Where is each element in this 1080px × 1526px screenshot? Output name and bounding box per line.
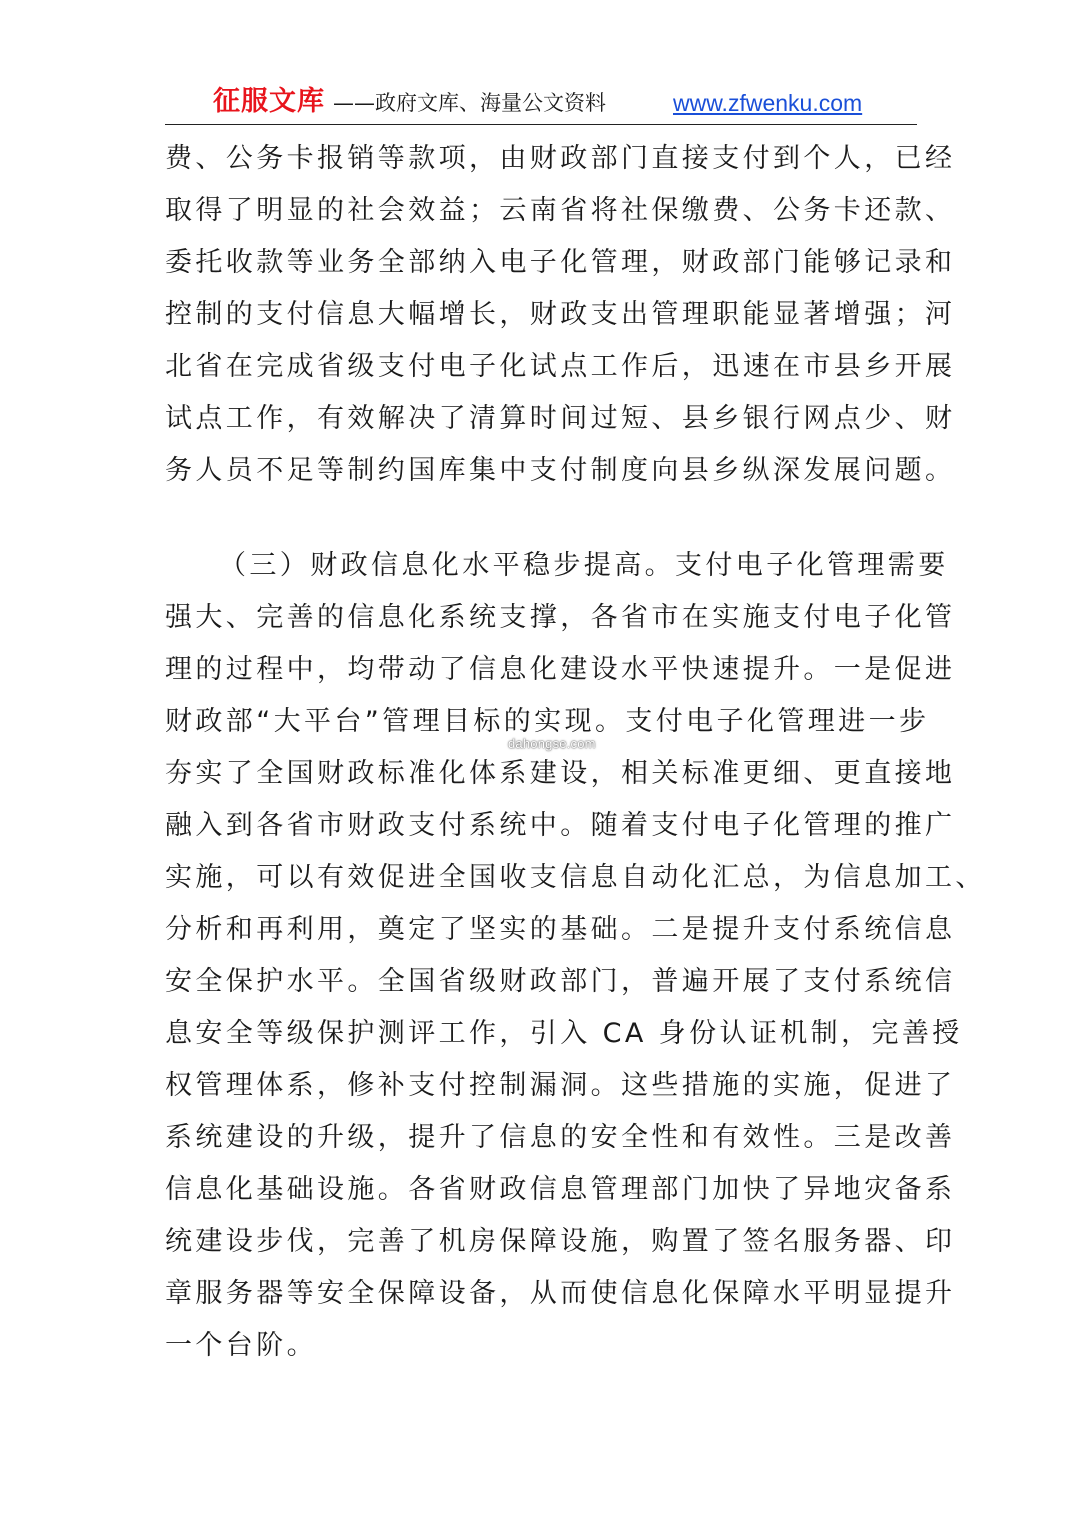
text-line: 融入到各省市财政支付系统中。随着支付电子化管理的推广 <box>165 810 956 841</box>
paragraph-1 <box>165 133 956 497</box>
text-line: 夯实了全国财政标准化体系建设，相关标准更细、更直接地 <box>165 758 956 789</box>
text-line: 强大、完善的信息化系统支撑，各省市在实施支付电子化管 <box>165 602 956 633</box>
text-line: 财政部“大平台”管理目标的实现。支付电子化管理进一步 <box>165 706 930 737</box>
text-line: 控制的支付信息大幅增长，财政支出管理职能显著增强；河 <box>165 299 956 330</box>
header-divider <box>165 124 917 125</box>
paragraph-2 <box>165 540 986 1372</box>
text-line: 委托收款等业务全部纳入电子化管理，财政部门能够记录和 <box>165 247 956 278</box>
text-line: 分析和再利用，奠定了坚实的基础。二是提升支付系统信息 <box>165 914 956 945</box>
text-line: （三）财政信息化水平稳步提高。支付电子化管理需要 <box>219 550 949 581</box>
text-line: 统建设步伐，完善了机房保障设施，购置了签名服务器、印 <box>165 1226 956 1257</box>
brand-logo-text: 征服文库 <box>213 86 325 117</box>
text-line: 理的过程中，均带动了信息化建设水平快速提升。一是促进 <box>165 654 956 685</box>
text-line: 费、公务卡报销等款项，由财政部门直接支付到个人，已经 <box>165 143 956 174</box>
text-line: 系统建设的升级，提升了信息的安全性和有效性。三是改善 <box>165 1122 956 1153</box>
page-header <box>165 84 915 124</box>
text-line: 北省在完成省级支付电子化试点工作后，迅速在市县乡开展 <box>165 351 956 382</box>
watermark-text: dahongse.com <box>508 736 596 751</box>
text-line: 一个台阶。 <box>165 1330 317 1361</box>
site-link[interactable]: www.zfwenku.com <box>673 90 863 116</box>
text-line: 权管理体系，修补支付控制漏洞。这些措施的实施，促进了 <box>165 1070 956 1101</box>
text-line: 实施，可以有效促进全国收支信息自动化汇总，为信息加工、 <box>165 862 986 893</box>
header-tagline: ——政府文库、海量公文资料 <box>333 91 606 115</box>
text-line: 试点工作，有效解决了清算时间过短、县乡银行网点少、财 <box>165 403 956 434</box>
text-line: 信息化基础设施。各省财政信息管理部门加快了异地灾备系 <box>165 1174 956 1205</box>
text-line: 安全保护水平。全国省级财政部门，普遍开展了支付系统信 <box>165 966 956 997</box>
text-line: 息安全等级保护测评工作，引入 CA 身份认证机制，完善授 <box>165 1018 963 1049</box>
text-line: 取得了明显的社会效益；云南省将社保缴费、公务卡还款、 <box>165 195 956 226</box>
text-line: 章服务器等安全保障设备，从而使信息化保障水平明显提升 <box>165 1278 956 1309</box>
text-line: 务人员不足等制约国库集中支付制度向县乡纵深发展问题。 <box>165 455 956 486</box>
